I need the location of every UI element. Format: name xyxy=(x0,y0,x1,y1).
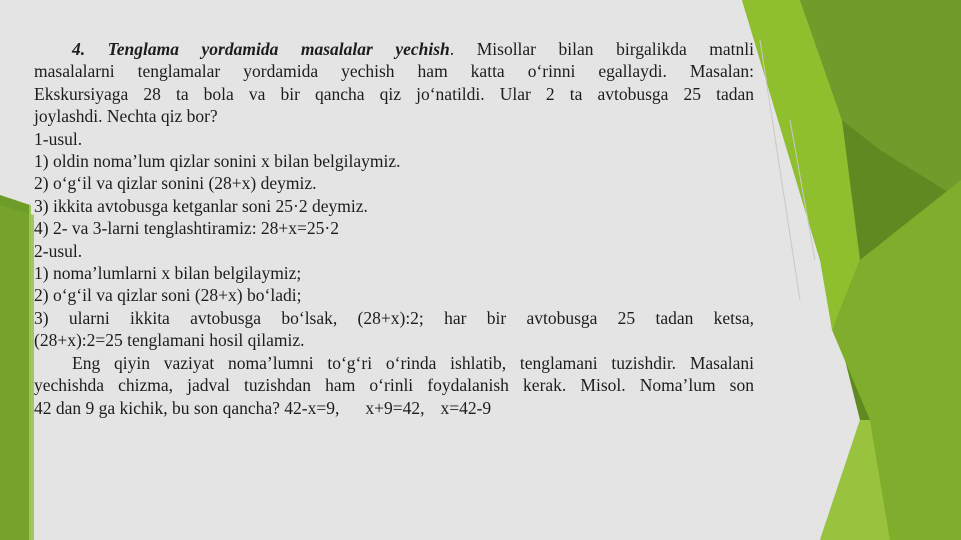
paragraph1-line1-rest: . Misollar bilan birgalikda matnli xyxy=(449,39,754,59)
paragraph1-line1 xyxy=(34,38,754,60)
method1-step: 3) ikkita avtobusga ketganlar soni 25·2 deymiz. xyxy=(34,195,368,216)
method1-step: 1) oldin noma’lum qizlar sonini x bilan belgilaymiz. xyxy=(34,151,401,172)
method2-step: (28+x):2=25 tenglamani hosil qilamiz. xyxy=(34,330,305,351)
equation-3: x=42-9 xyxy=(440,397,492,418)
method2-step: 1) noma’lumlarni x bilan belgilaymiz; xyxy=(34,263,302,284)
paragraph2-line2: yechishda chizma, jadval tuzishdan ham o‘rinli foydalanish kerak. Misol. Noma’lum son xyxy=(34,375,754,396)
paragraph2-line1: Eng qiyin vaziyat noma’lumni to‘g‘ri o‘rinda ishlatib, tenglamani tuzishdir. Masalani xyxy=(72,352,754,373)
section-heading: 4. Tenglama yordamida masalalar yechish xyxy=(72,39,450,59)
method2-step: 2) o‘g‘il va qizlar soni (28+x) bo‘ladi; xyxy=(34,285,302,306)
method1-step: 4) 2- va 3-larni tenglashtiramiz: 28+x=25·2 xyxy=(34,218,340,239)
method2-title: 2-usul. xyxy=(34,240,83,261)
paragraph2-line3-text: 42 dan 9 ga kichik, bu son qancha? 42-x=9, xyxy=(34,397,340,418)
paragraph1-line3: Ekskursiyaga 28 ta bola va bir qancha qiz jo‘natildi. Ular 2 ta avtobusga 25 tadan xyxy=(34,83,754,104)
equation-2: x+9=42, xyxy=(365,397,425,418)
method1-step: 2) o‘g‘il va qizlar sonini (28+x) deymiz. xyxy=(34,173,317,194)
paragraph2-line3 xyxy=(34,397,754,419)
method2-step: 3) ularni ikkita avtobusga bo‘lsak, (28+x):2; har bir avtobusga 25 tadan ketsa, xyxy=(34,307,754,328)
left-green-band-highlight xyxy=(0,205,34,540)
slide-text xyxy=(34,38,754,419)
paragraph1-line2: masalalarni tenglamalar yordamida yechish ham katta o‘rinni egallaydi. Masalan: xyxy=(34,61,754,82)
method1-title: 1-usul. xyxy=(34,128,83,149)
paragraph1-line4: joylashdi. Nechta qiz bor? xyxy=(34,106,218,127)
